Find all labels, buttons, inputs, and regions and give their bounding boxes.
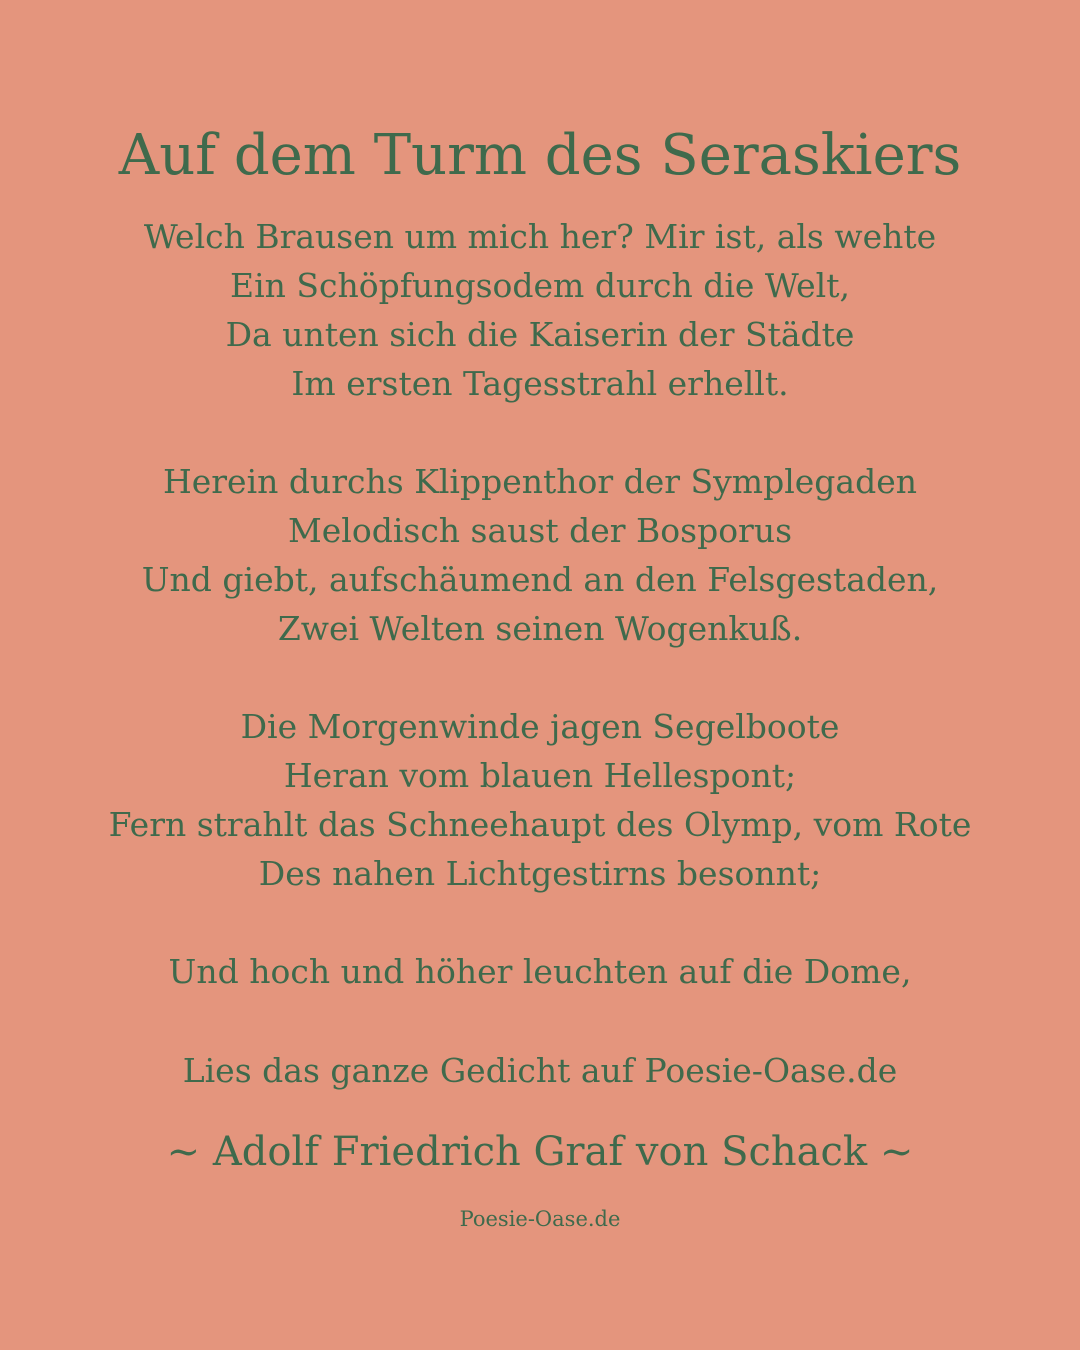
poem-line: Zwei Welten seinen Wogenkuß. xyxy=(277,609,803,648)
poem-body xyxy=(0,212,1080,1045)
poem-line: Und giebt, aufschäumend an den Felsgestaden, xyxy=(141,560,939,599)
poem-line: Ein Schöpfungsodem durch die Welt, xyxy=(230,266,850,305)
poem-line: Welch Brausen um mich her? Mir ist, als wehte xyxy=(143,217,937,256)
poem-title: Auf dem Turm des Seraskiers xyxy=(118,123,962,188)
poem-line: Da unten sich die Kaiserin der Städte xyxy=(225,315,855,354)
poem-line: Herein durchs Klippenthor der Symplegaden xyxy=(162,462,918,501)
stanza-1 xyxy=(0,212,1080,408)
stanza-4 xyxy=(0,947,1080,996)
poem-line: Im ersten Tagesstrahl erhellt. xyxy=(291,364,789,403)
poem-line: Fern strahlt das Schneehaupt des Olymp, vom Rote xyxy=(108,805,972,844)
read-full-poem-text: Lies das ganze Gedicht auf Poesie-Oase.de xyxy=(182,1051,898,1090)
site-watermark: Poesie-Oase.de xyxy=(459,1207,621,1231)
poem-line: Des nahen Lichtgestirns besonnt; xyxy=(258,854,822,893)
poem-line: Die Morgenwinde jagen Segelboote xyxy=(240,707,840,746)
poem-line: Und hoch und höher leuchten auf die Dome, xyxy=(168,952,912,991)
stanza-3 xyxy=(0,702,1080,898)
stanza-2 xyxy=(0,457,1080,653)
poem-author: ~ Adolf Friedrich Graf von Schack ~ xyxy=(166,1129,914,1175)
poem-line: Melodisch saust der Bosporus xyxy=(287,511,793,550)
poem-line: Heran vom blauen Hellespont; xyxy=(283,756,797,795)
